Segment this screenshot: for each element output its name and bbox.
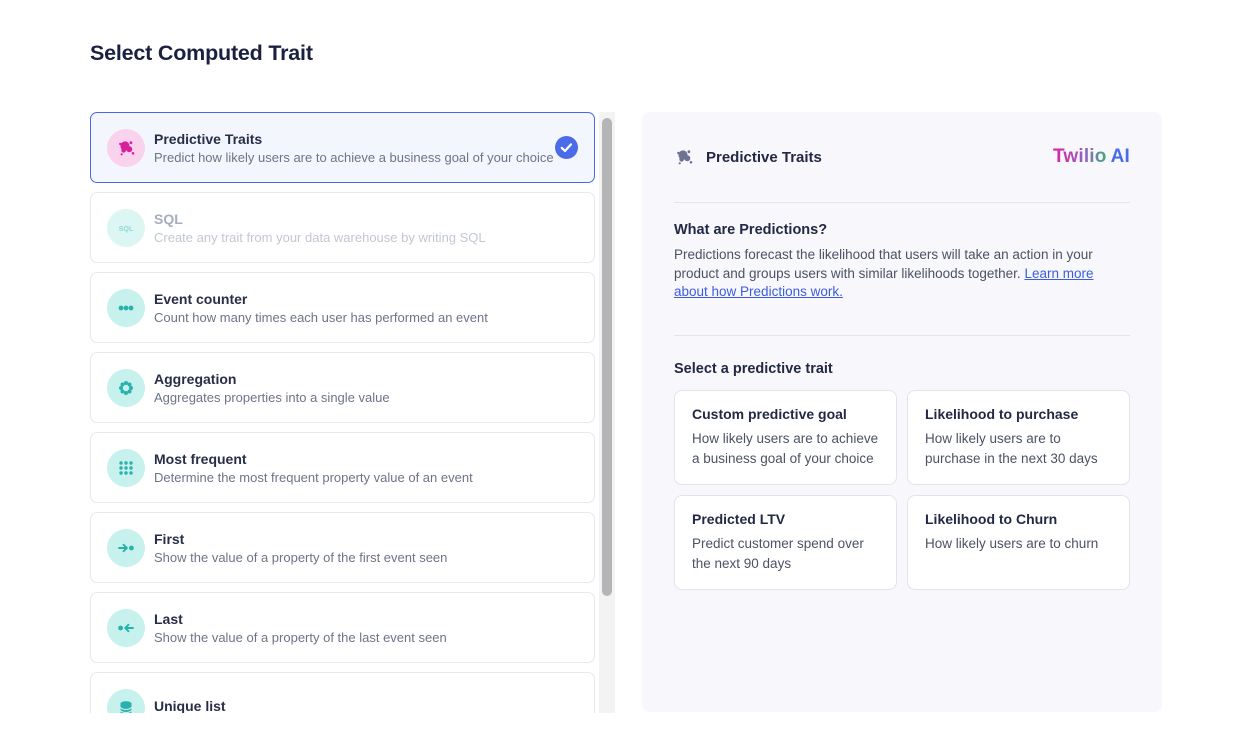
sql-icon	[107, 209, 145, 247]
card-description: Predict customer spend over the next 90 days	[692, 535, 864, 571]
about-predictions-section	[674, 203, 1130, 302]
trait-list-item-unique-list[interactable]	[90, 672, 595, 713]
trait-item-title: Unique list	[154, 698, 226, 713]
event-counter-icon	[107, 289, 145, 327]
scrollbar-thumb[interactable]	[602, 118, 612, 596]
trait-item-title: Last	[154, 610, 183, 627]
trait-list-item-first[interactable]	[90, 512, 595, 583]
predictive-traits-icon	[674, 147, 694, 167]
trait-item-description: Determine the most frequent property value of an event	[154, 469, 473, 485]
about-body-text: Predictions forecast the likelihood that users will take an action in your product and groups users with similar likelihoods together.	[674, 247, 1093, 281]
detail-panel	[642, 112, 1162, 712]
trait-item-description: Aggregates properties into a single value	[154, 389, 390, 405]
card-title: Predicted LTV	[692, 510, 786, 527]
trait-item-description: Show the value of a property of the last event seen	[154, 629, 447, 645]
trait-list-item-last[interactable]	[90, 592, 595, 663]
twilio-brand-text: Twilio	[1052, 146, 1107, 167]
trait-item-description: Show the value of a property of the first event seen	[154, 549, 448, 565]
selected-check-icon	[555, 136, 578, 159]
card-description: How likely users are to churn	[925, 535, 1099, 551]
unique-list-icon	[107, 689, 145, 714]
card-description: How likely users are to purchase in the next 30 days	[925, 430, 1098, 466]
trait-list-item-most-frequent[interactable]	[90, 432, 595, 503]
trait-item-description: Predict how likely users are to achieve a business goal of your choice	[154, 149, 554, 165]
trait-list-item-aggregation[interactable]	[90, 352, 595, 423]
trait-item-title: First	[154, 530, 185, 547]
card-title: Likelihood to Churn	[925, 510, 1058, 527]
trait-item-title: Aggregation	[154, 370, 237, 387]
trait-list-item-sql[interactable]	[90, 192, 595, 263]
detail-panel-title: Predictive Traits	[706, 148, 822, 166]
predictive-trait-cards	[674, 390, 1130, 590]
card-likelihood-to-purchase[interactable]	[907, 390, 1130, 485]
learn-more-link[interactable]: Learn more about how Predictions work.	[674, 265, 1094, 299]
select-predictive-trait-section	[674, 336, 1130, 590]
twilio-ai-logo	[1053, 146, 1130, 168]
page-title: Select Computed Trait	[90, 41, 313, 65]
aggregation-icon	[107, 369, 145, 407]
most-frequent-icon	[107, 449, 145, 487]
about-body	[674, 246, 1130, 302]
trait-list-item-predictive-traits[interactable]	[90, 112, 595, 183]
detail-panel-header	[674, 112, 1130, 202]
last-icon	[107, 609, 145, 647]
predictive-traits-icon	[107, 129, 145, 167]
card-description: How likely users are to achieve a business goal of your choice	[692, 430, 879, 466]
trait-item-title: SQL	[154, 210, 183, 227]
select-trait-heading: Select a predictive trait	[674, 360, 833, 377]
card-title: Custom predictive goal	[692, 405, 847, 422]
card-custom-predictive-goal[interactable]	[674, 390, 897, 485]
twilio-ai-suffix: AI	[1110, 146, 1130, 167]
first-icon	[107, 529, 145, 567]
trait-item-title: Most frequent	[154, 450, 247, 467]
card-title: Likelihood to purchase	[925, 405, 1079, 422]
card-likelihood-to-churn[interactable]	[907, 495, 1130, 590]
trait-list-scrollbar[interactable]	[599, 112, 615, 713]
trait-item-title: Event counter	[154, 290, 248, 307]
trait-item-description: Create any trait from your data warehouse by writing SQL	[154, 229, 486, 245]
trait-list-item-event-counter[interactable]	[90, 272, 595, 343]
about-heading: What are Predictions?	[674, 222, 828, 238]
trait-item-description: Count how many times each user has performed an event	[154, 309, 488, 325]
svg-text:SQL: SQL	[118, 223, 134, 233]
trait-item-title: Predictive Traits	[154, 130, 263, 147]
trait-list	[90, 112, 595, 713]
card-predicted-ltv[interactable]	[674, 495, 897, 590]
